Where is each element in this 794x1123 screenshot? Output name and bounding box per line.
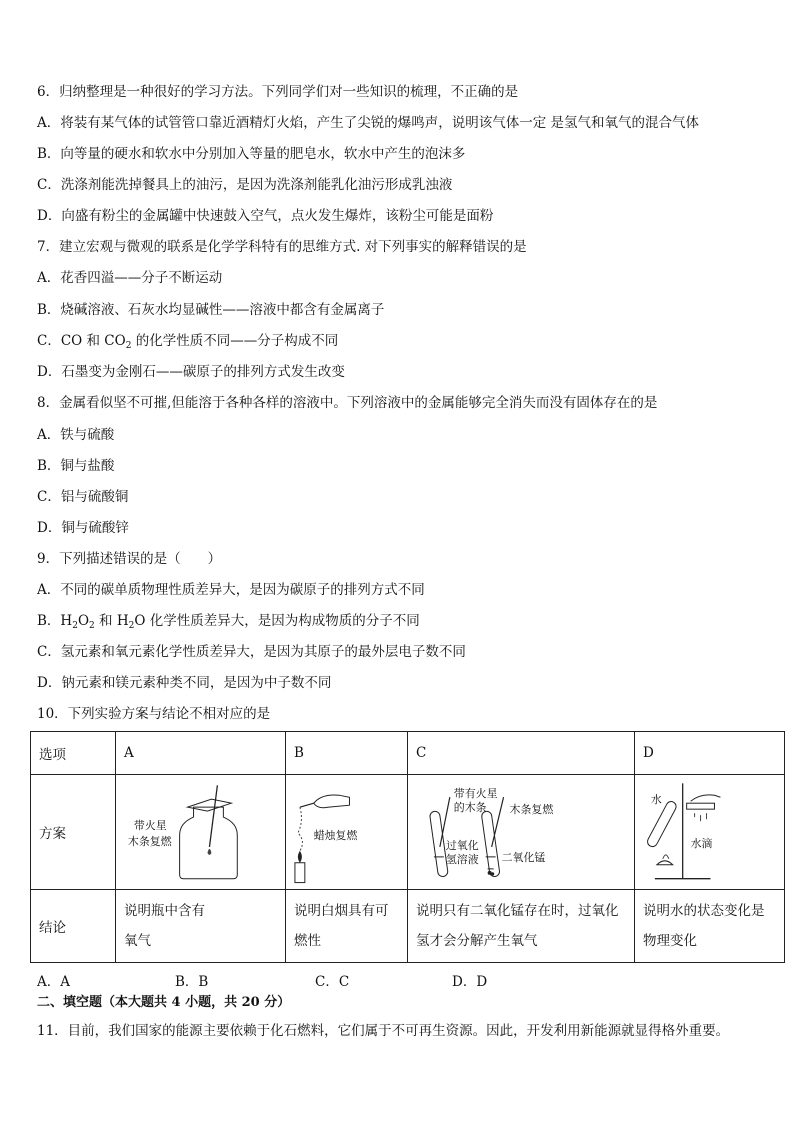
- fig-c-label-4: 过氧化: [445, 838, 479, 852]
- scheme-d-figure: [635, 775, 785, 890]
- table-row-conclusion: [31, 890, 785, 963]
- q9-b-3: 和 H: [94, 613, 129, 629]
- q6-option-c: C．洗涤剂能洗掉餐具上的油污，是因为洗涤剂能乳化油污形成乳浊液: [37, 177, 453, 193]
- fig-b-label-1: 蜡烛复燃: [313, 828, 358, 842]
- conclusion-a: [116, 890, 286, 963]
- q10-option-b: B．B: [175, 974, 209, 990]
- conclusion-b-line-1: 说明白烟具有可: [294, 903, 389, 919]
- q8-option-b: B．铜与盐酸: [37, 458, 115, 474]
- fig-c-label-5: 氢溶液: [445, 852, 479, 866]
- section-heading: 二、填空题（本大题共 4 小题，共 20 分）: [37, 995, 291, 1010]
- q8-option-c: C．铝与硫酸铜: [37, 489, 129, 505]
- conclusion-c-line-2: 氢才会分解产生氧气: [416, 933, 538, 949]
- fig-d-label-2: 水滴: [690, 836, 713, 850]
- q7-option-d: D．石墨变为金刚石——碳原子的排列方式发生改变: [37, 364, 345, 380]
- test-tube-illustration: [408, 777, 634, 887]
- q7-option-c-sub: 2: [125, 341, 132, 351]
- heating-water-illustration: [635, 777, 784, 887]
- conclusion-b-line-2: 燃性: [294, 933, 321, 949]
- conclusion-d: [635, 890, 785, 963]
- fig-a-label-2: 木条复燃: [127, 834, 172, 848]
- q7-option-c-post: 的化学性质不同——分子构成不同: [131, 333, 339, 349]
- conclusion-c: [408, 890, 635, 963]
- scheme-b-figure: [286, 775, 408, 890]
- q9-stem: 9．下列描述错误的是（ ）: [37, 551, 222, 567]
- q9-b-sub-1: 2: [72, 621, 78, 631]
- candle-illustration: [286, 777, 407, 887]
- gas-bottle-illustration: [116, 777, 285, 887]
- q11-stem: 11．目前，我们国家的能源主要依赖于化石燃料，它们属于不可再生资源。因此，开发利用新能源就显得格外重要。: [37, 1023, 730, 1039]
- q8-stem: 8．金属看似坚不可摧,但能溶于各种各样的溶液中。下列溶液中的金属能够完全消失而没有固体存在的是: [37, 395, 658, 411]
- row-label-option: 选项: [31, 732, 116, 775]
- conclusion-a-line-2: 氧气: [124, 933, 151, 949]
- fig-c-label-3: 木条复燃: [509, 803, 554, 817]
- conclusion-a-line-1: 说明瓶中含有: [124, 903, 205, 919]
- col-header-b: B: [286, 732, 408, 775]
- q6-option-b: B．向等量的硬水和软水中分别加入等量的肥皂水，软水中产生的泡沫多: [37, 146, 466, 162]
- q9-b-4: O 化学性质差异大，是因为构成物质的分子不同: [134, 613, 420, 629]
- q7-option-b: B．烧碱溶液、石灰水均显碱性——溶液中都含有金属离子: [37, 302, 385, 318]
- q9-b-2: O: [77, 613, 90, 629]
- q10-option-d: D．D: [452, 974, 488, 990]
- q6-option-d: D．向盛有粉尘的金属罐中快速鼓入空气，点火发生爆炸，该粉尘可能是面粉: [37, 208, 494, 224]
- conclusion-d-line-2: 物理变化: [643, 933, 697, 949]
- q8-option-d: D．铜与硫酸锌: [37, 520, 129, 536]
- fig-c-label-1: 带有火星: [453, 787, 498, 801]
- q10-option-a: A．A: [37, 974, 70, 990]
- q9-option-c: C．氢元素和氧元素化学性质差异大，是因为其原子的最外层电子数不同: [37, 644, 466, 660]
- q9-b-1: B．H: [37, 613, 73, 629]
- conclusion-c-line-1: 说明只有二氧化锰存在时，过氧化: [416, 903, 619, 919]
- q6-stem: 6．归纳整理是一种很好的学习方法。下列同学们对一些知识的梳理，不正确的是: [37, 84, 519, 100]
- row-label-conclusion: 结论: [31, 890, 116, 963]
- q6-option-a: A．将装有某气体的试管管口靠近酒精灯火焰，产生了尖锐的爆鸣声，说明该气体一定 是氢气和氧气的混合气体: [37, 115, 700, 131]
- fig-c-label-2: 的木条: [453, 801, 487, 815]
- row-label-scheme: 方案: [31, 775, 116, 890]
- q7-option-c: [37, 332, 338, 355]
- fig-a-label-1: 带火星: [133, 819, 167, 833]
- col-header-a: A: [116, 732, 286, 775]
- col-header-c: C: [408, 732, 635, 775]
- q10-option-c: C．C: [315, 974, 350, 990]
- conclusion-b: [286, 890, 408, 963]
- col-header-d: D: [635, 732, 785, 775]
- q9-option-a: A．不同的碳单质物理性质差异大，是因为碳原子的排列方式不同: [37, 582, 425, 598]
- q8-option-a: A．铁与硫酸: [37, 427, 115, 443]
- q7-option-a: A．花香四溢——分子不断运动: [37, 270, 223, 286]
- q9-b-sub-3: 2: [128, 621, 135, 631]
- scheme-c-figure: [408, 775, 635, 890]
- fig-c-label-6: 二氧化锰: [501, 850, 546, 864]
- q9-option-b: [37, 612, 420, 635]
- q9-option-d: D．钠元素和镁元素种类不同，是因为中子数不同: [37, 675, 332, 691]
- q9-b-sub-2: 2: [89, 621, 95, 631]
- q7-option-c-pre: C．CO 和 CO: [37, 333, 126, 349]
- conclusion-d-line-1: 说明水的状态变化是: [643, 903, 765, 919]
- q10-stem: 10．下列实验方案与结论不相对应的是: [37, 706, 271, 722]
- scheme-a-figure: [116, 775, 286, 890]
- table-row-scheme: [31, 775, 785, 890]
- q7-stem: 7．建立宏观与微观的联系是化学学科特有的思维方式. 对下列事实的解释错误的是: [37, 239, 527, 255]
- table-row-options: [31, 732, 785, 775]
- q10-experiment-table: [30, 731, 785, 963]
- fig-d-label-1: 水: [650, 793, 662, 807]
